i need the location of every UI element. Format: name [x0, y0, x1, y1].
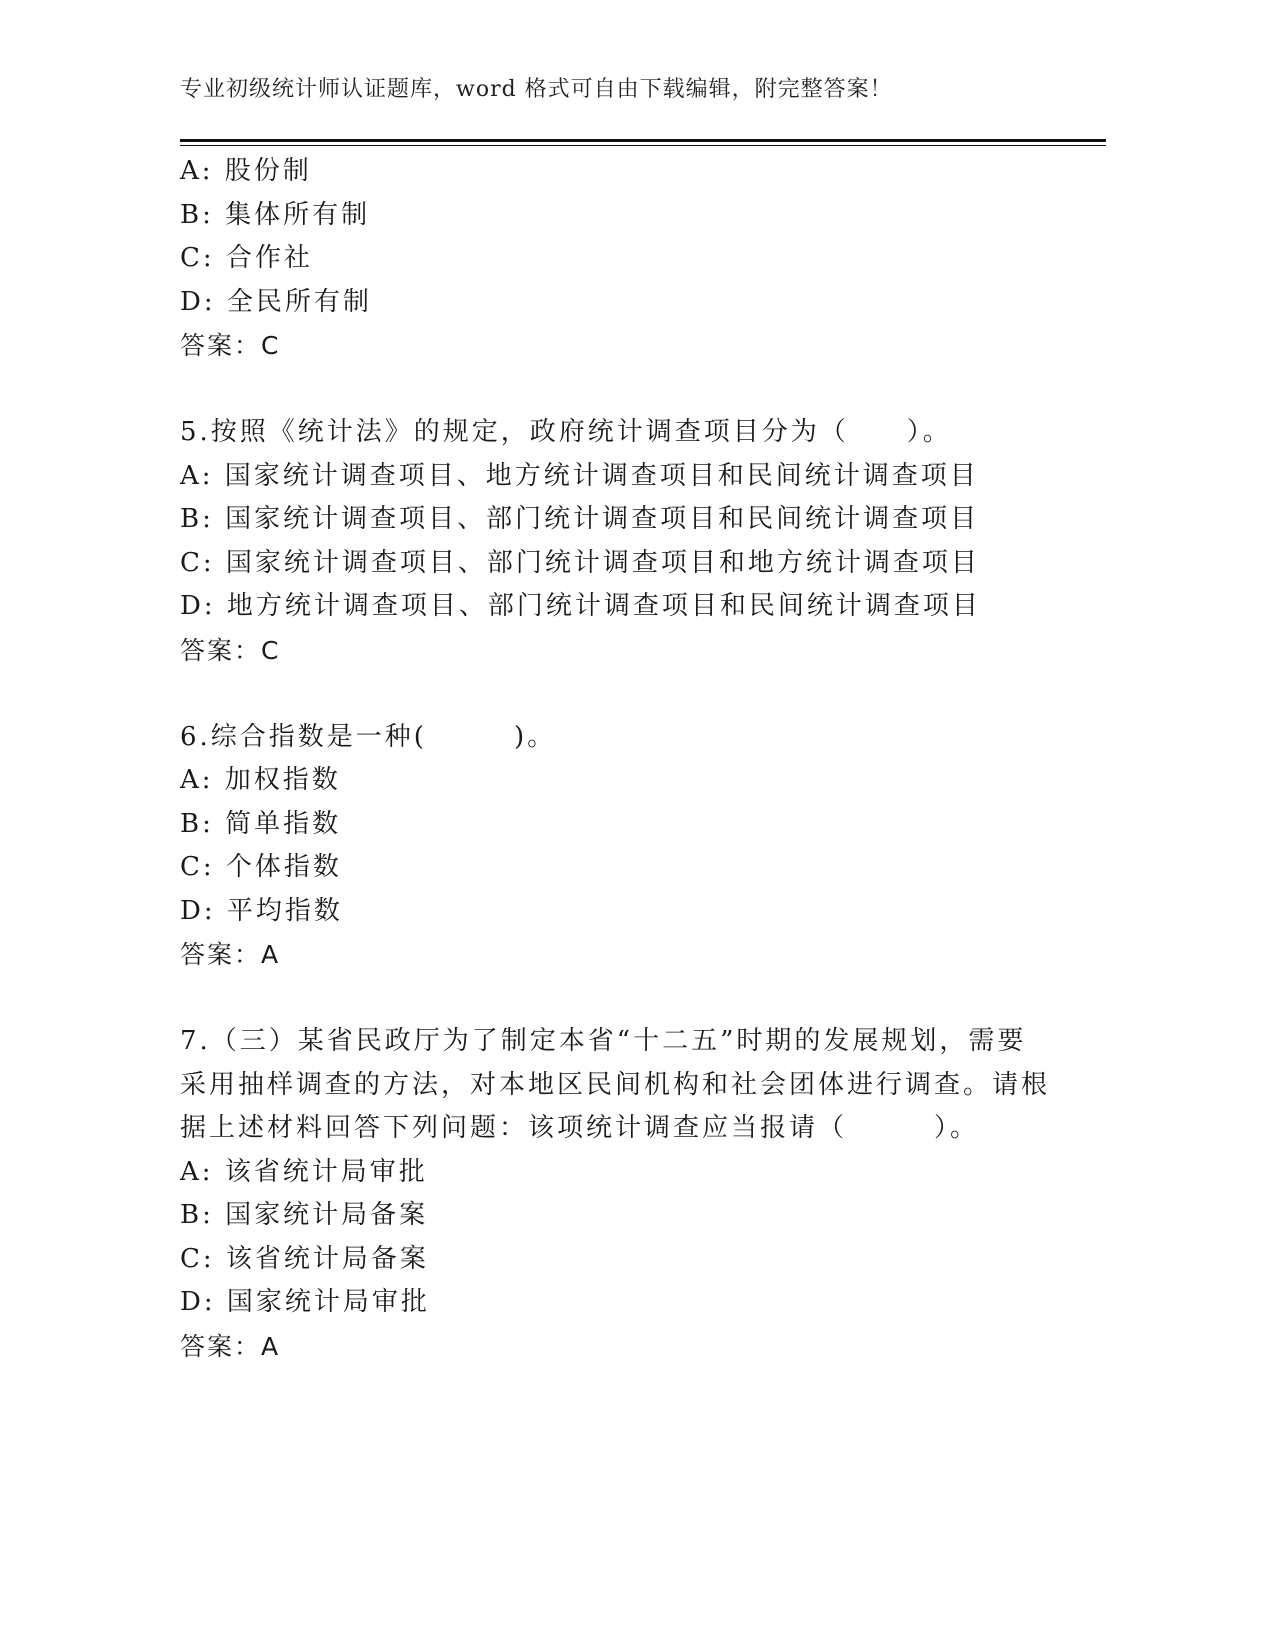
header-rule-thin — [180, 145, 1106, 146]
question-5-stem: 5.按照《统计法》的规定，政府统计调查项目分为（ ）。 — [180, 417, 952, 447]
question-7-stem-line: 采用抽样调查的方法，对本地区民间机构和社会团体进行调查。请根 — [180, 1069, 1051, 1100]
question-6-options — [180, 759, 1040, 933]
option-a: A: 该省统计局审批 — [180, 1156, 428, 1187]
question-4-answer: 答案：C — [180, 331, 281, 360]
question-6-answer: 答案：A — [180, 940, 281, 969]
option-b: B: 国家统计局备案 — [180, 1200, 429, 1230]
spacer — [180, 368, 1040, 412]
option-a: A: 加权指数 — [180, 765, 341, 795]
option-c: C: 合作社 — [180, 243, 313, 273]
option-d: D: 平均指数 — [180, 895, 343, 926]
question-4-options — [180, 150, 1040, 324]
option-c: C: 国家统计调查项目、部门统计调查项目和地方统计调查项目 — [180, 547, 980, 578]
question-7-stem-line: 据上述材料回答下列问题：该项统计调查应当报请（ ）。 — [180, 1113, 980, 1143]
header-rule-thick — [180, 139, 1106, 142]
question-7-stem-line: 7.（三）某省民政厅为了制定本省“十二五”时期的发展规划，需要 — [180, 1026, 1027, 1056]
spacer — [180, 672, 1040, 716]
question-content — [180, 150, 1051, 1368]
option-c: C: 该省统计局备案 — [180, 1243, 429, 1274]
spacer — [180, 977, 1040, 1021]
option-d: D: 全民所有制 — [180, 286, 372, 317]
question-5-answer: 答案：C — [180, 635, 281, 665]
question-6-stem: 6.综合指数是一种( )。 — [180, 721, 557, 752]
option-d: D: 地方统计调查项目、部门统计调查项目和民间统计调查项目 — [180, 591, 981, 621]
option-b: B: 简单指数 — [180, 808, 342, 839]
option-d: D: 国家统计局审批 — [180, 1287, 430, 1317]
option-c: C: 个体指数 — [180, 852, 342, 882]
option-a: A: 国家统计调查项目、地方统计调查项目和民间统计调查项目 — [180, 460, 979, 491]
page-header: 专业初级统计师认证题库，word 格式可自由下载编辑，附完整答案！ — [180, 77, 893, 102]
question-7-stem — [180, 1020, 1051, 1151]
option-b: B: 集体所有制 — [180, 199, 371, 230]
option-a: A: 股份制 — [180, 156, 312, 186]
question-7-answer: 答案：A — [180, 1331, 281, 1361]
option-b: B: 国家统计调查项目、部门统计调查项目和民间统计调查项目 — [180, 504, 980, 534]
question-5-options — [180, 455, 1040, 629]
question-7-options — [180, 1151, 1040, 1325]
